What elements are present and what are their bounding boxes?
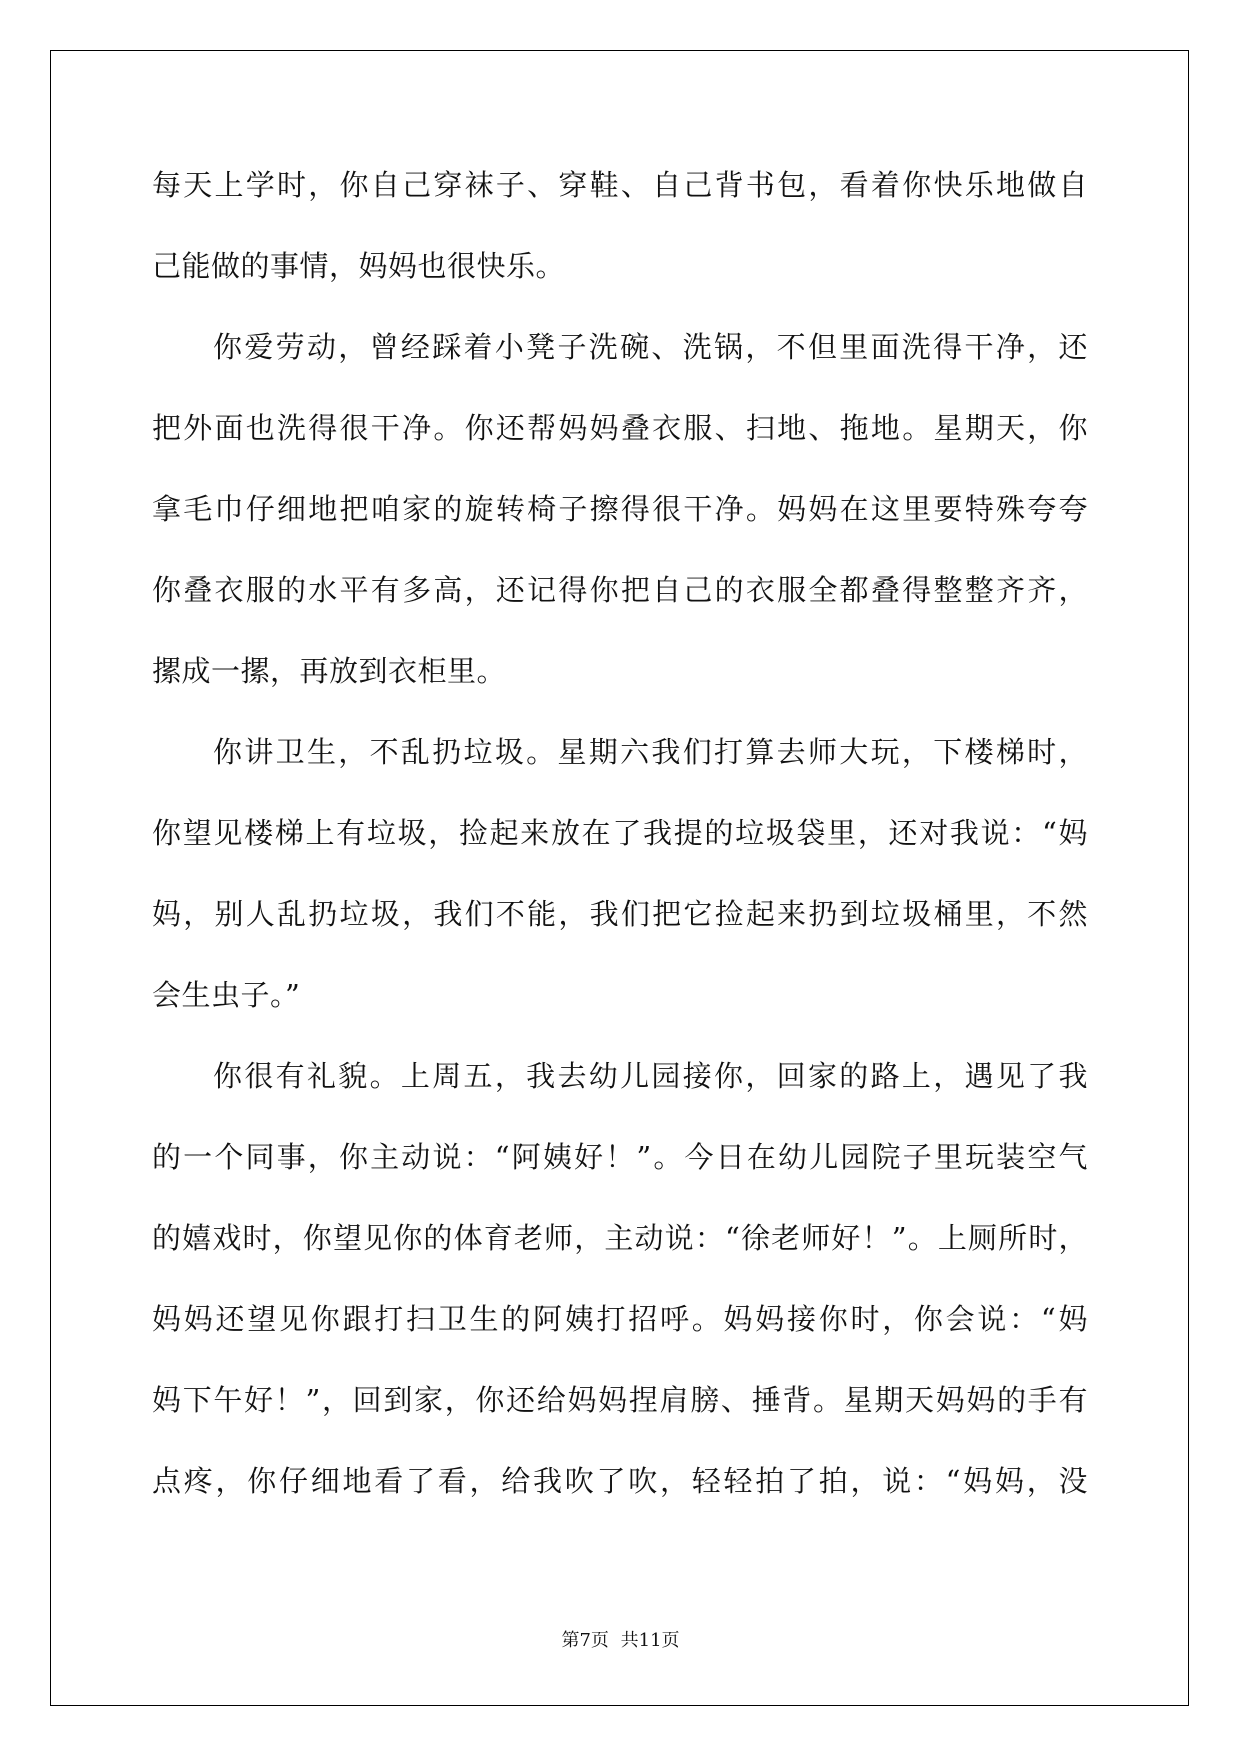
text-line: 妈，别人乱扔垃圾，我们不能，我们把它捡起来扔到垃圾桶里，不然 <box>152 897 1088 931</box>
text-line: 的嬉戏时，你望见你的体育老师，主动说：“徐老师好！”。上厕所时， <box>152 1221 1088 1255</box>
text-line: 你讲卫生，不乱扔垃圾。星期六我们打算去师大玩，下楼梯时， <box>213 735 1088 769</box>
text-line: 你很有礼貌。上周五，我去幼儿园接你，回家的路上，遇见了我 <box>213 1059 1088 1093</box>
text-line: 己能做的事情，妈妈也很快乐。 <box>152 249 566 283</box>
text-line: 把外面也洗得很干净。你还帮妈妈叠衣服、扫地、拖地。星期天，你 <box>152 411 1088 445</box>
text-line: 摞成一摞，再放到衣柜里。 <box>152 654 507 688</box>
text-line: 你爱劳动，曾经踩着小凳子洗碗、洗锅，不但里面洗得干净，还 <box>213 330 1088 364</box>
page-number: 第7页 <box>561 1630 609 1651</box>
text-line: 每天上学时，你自己穿袜子、穿鞋、自己背书包，看着你快乐地做自 <box>152 168 1088 202</box>
text-line: 拿毛巾仔细地把咱家的旋转椅子擦得很干净。妈妈在这里要特殊夸夸 <box>152 492 1088 526</box>
text-line: 的一个同事，你主动说：“阿姨好！”。今日在幼儿园院子里玩装空气 <box>152 1140 1088 1174</box>
page-footer <box>0 1626 1241 1652</box>
text-line: 会生虫子。” <box>152 978 301 1012</box>
page-total: 共11页 <box>620 1630 680 1651</box>
text-line: 妈妈还望见你跟打扫卫生的阿姨打招呼。妈妈接你时，你会说：“妈 <box>152 1302 1088 1336</box>
text-line: 点疼，你仔细地看了看，给我吹了吹，轻轻拍了拍，说：“妈妈，没 <box>152 1464 1088 1498</box>
text-line: 你望见楼梯上有垃圾，捡起来放在了我提的垃圾袋里，还对我说：“妈 <box>152 816 1088 850</box>
text-line: 你叠衣服的水平有多高，还记得你把自己的衣服全都叠得整整齐齐， <box>152 573 1088 607</box>
document-body <box>152 155 1088 1532</box>
text-line: 妈下午好！”，回到家，你还给妈妈捏肩膀、捶背。星期天妈妈的手有 <box>152 1383 1088 1417</box>
